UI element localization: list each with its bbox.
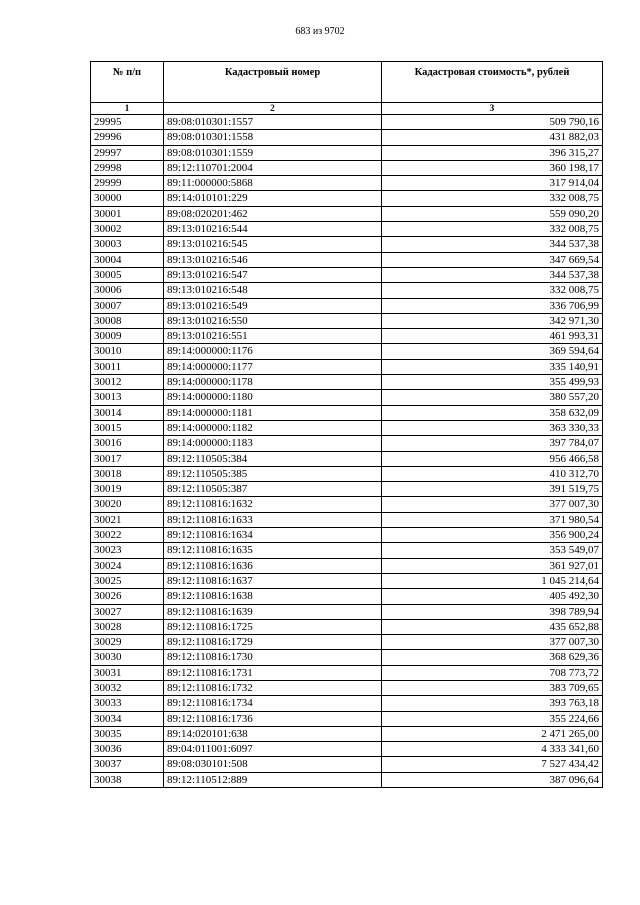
cadastral-value: 956 466,58 [382,451,603,466]
row-index: 30031 [91,665,164,680]
row-index: 30002 [91,222,164,237]
cadastral-value: 332 008,75 [382,222,603,237]
cadastral-number: 89:12:110701:2004 [164,160,382,175]
cadastral-value: 344 537,38 [382,237,603,252]
row-index: 30019 [91,482,164,497]
table-row [91,344,603,359]
cadastral-number: 89:12:110816:1638 [164,589,382,604]
row-index: 30036 [91,742,164,757]
header-cadastral-value: Кадастровая стоимость*, рублей [382,62,603,103]
table-row [91,512,603,527]
table-row [91,313,603,328]
cadastral-number: 89:14:020101:638 [164,726,382,741]
cadastral-value: 2 471 265,00 [382,726,603,741]
table-row [91,726,603,741]
table-row [91,650,603,665]
cadastral-number: 89:12:110816:1632 [164,497,382,512]
cadastral-number: 89:08:030101:508 [164,757,382,772]
table-row [91,130,603,145]
cadastral-value: 387 096,64 [382,772,603,787]
cadastral-value: 398 789,94 [382,604,603,619]
cadastral-number: 89:13:010216:544 [164,222,382,237]
cadastral-number: 89:14:000000:1180 [164,390,382,405]
table-row [91,543,603,558]
row-index: 30026 [91,589,164,604]
cadastral-value: 358 632,09 [382,405,603,420]
cadastral-number: 89:12:110816:1729 [164,635,382,650]
cadastral-value: 336 706,99 [382,298,603,313]
row-index: 30010 [91,344,164,359]
table-row [91,757,603,772]
table-row [91,711,603,726]
cadastral-number: 89:08:010301:1558 [164,130,382,145]
table-row [91,619,603,634]
cadastral-value: 377 007,30 [382,635,603,650]
table-row [91,420,603,435]
cadastral-value: 435 652,88 [382,619,603,634]
cadastral-number: 89:12:110505:387 [164,482,382,497]
table-row [91,252,603,267]
cadastral-number: 89:14:000000:1183 [164,436,382,451]
cadastral-value: 368 629,36 [382,650,603,665]
cadastral-number: 89:04:011001:6097 [164,742,382,757]
cadastral-number: 89:12:110816:1636 [164,558,382,573]
table-row [91,482,603,497]
row-index: 30027 [91,604,164,619]
row-index: 30035 [91,726,164,741]
cadastral-value: 393 763,18 [382,696,603,711]
row-index: 30030 [91,650,164,665]
column-index: 2 [164,103,382,115]
row-index: 29998 [91,160,164,175]
row-index: 30012 [91,375,164,390]
row-index: 29997 [91,145,164,160]
row-index: 30013 [91,390,164,405]
cadastral-number: 89:12:110505:384 [164,451,382,466]
cadastral-value: 369 594,64 [382,344,603,359]
cadastral-number: 89:12:110505:385 [164,466,382,481]
cadastral-value: 391 519,75 [382,482,603,497]
row-index: 29999 [91,176,164,191]
cadastral-value: 405 492,30 [382,589,603,604]
cadastral-value: 380 557,20 [382,390,603,405]
cadastral-value: 356 900,24 [382,528,603,543]
cadastral-number: 89:13:010216:551 [164,329,382,344]
row-index: 30038 [91,772,164,787]
cadastral-number: 89:14:000000:1178 [164,375,382,390]
cadastral-value: 360 198,17 [382,160,603,175]
row-index: 30023 [91,543,164,558]
table-row [91,451,603,466]
cadastral-value: 461 993,31 [382,329,603,344]
table-body [91,115,603,788]
row-index: 30032 [91,680,164,695]
cadastral-value: 7 527 434,42 [382,757,603,772]
row-index: 30015 [91,420,164,435]
table-row [91,191,603,206]
table-row [91,772,603,787]
table-row [91,497,603,512]
table-row [91,390,603,405]
cadastral-number: 89:12:110512:889 [164,772,382,787]
cadastral-value: 332 008,75 [382,191,603,206]
table-row [91,329,603,344]
row-index: 30005 [91,267,164,282]
column-index: 3 [382,103,603,115]
header-index: № п/п [91,62,164,103]
table-row [91,405,603,420]
cadastral-number: 89:14:000000:1176 [164,344,382,359]
cadastral-value: 347 669,54 [382,252,603,267]
row-index: 30025 [91,573,164,588]
cadastral-value: 335 140,91 [382,359,603,374]
cadastral-number: 89:08:020201:462 [164,206,382,221]
table-row [91,573,603,588]
cadastral-number: 89:14:000000:1182 [164,420,382,435]
cadastral-value: 353 549,07 [382,543,603,558]
row-index: 30037 [91,757,164,772]
table-row [91,176,603,191]
table-row [91,742,603,757]
cadastral-value: 355 499,93 [382,375,603,390]
row-index: 30011 [91,359,164,374]
header-row [91,62,603,103]
cadastral-number: 89:12:110816:1635 [164,543,382,558]
row-index: 29995 [91,115,164,130]
row-index: 30017 [91,451,164,466]
row-index: 30021 [91,512,164,527]
row-index: 30020 [91,497,164,512]
cadastral-number: 89:12:110816:1736 [164,711,382,726]
row-index: 30000 [91,191,164,206]
row-index: 30033 [91,696,164,711]
table-row [91,237,603,252]
row-index: 30006 [91,283,164,298]
cadastral-value: 559 090,20 [382,206,603,221]
table-row [91,206,603,221]
cadastral-number: 89:13:010216:550 [164,313,382,328]
cadastral-number: 89:12:110816:1731 [164,665,382,680]
column-index: 1 [91,103,164,115]
row-index: 30007 [91,298,164,313]
table-row [91,222,603,237]
table-row [91,298,603,313]
cadastral-value: 509 790,16 [382,115,603,130]
table-row [91,145,603,160]
table-row [91,696,603,711]
cadastral-value: 383 709,65 [382,680,603,695]
row-index: 30029 [91,635,164,650]
table-row [91,375,603,390]
row-index: 30014 [91,405,164,420]
cadastral-value: 371 980,54 [382,512,603,527]
row-index: 30024 [91,558,164,573]
cadastral-value: 342 971,30 [382,313,603,328]
cadastral-value: 4 333 341,60 [382,742,603,757]
cadastral-table [90,61,603,788]
cadastral-value: 397 784,07 [382,436,603,451]
table-row [91,665,603,680]
table-row [91,267,603,282]
cadastral-number: 89:12:110816:1732 [164,680,382,695]
cadastral-number: 89:12:110816:1637 [164,573,382,588]
cadastral-value: 708 773,72 [382,665,603,680]
row-index: 30009 [91,329,164,344]
table-row [91,115,603,130]
cadastral-number: 89:11:000000:5868 [164,176,382,191]
row-index: 30034 [91,711,164,726]
cadastral-value: 396 315,27 [382,145,603,160]
table-row [91,359,603,374]
row-index: 30028 [91,619,164,634]
cadastral-value: 363 330,33 [382,420,603,435]
cadastral-value: 317 914,04 [382,176,603,191]
row-index: 30016 [91,436,164,451]
cadastral-number: 89:08:010301:1557 [164,115,382,130]
table-row [91,528,603,543]
cadastral-number: 89:13:010216:547 [164,267,382,282]
cadastral-value: 332 008,75 [382,283,603,298]
page-indicator: 683 из 9702 [295,26,345,37]
cadastral-value: 355 224,66 [382,711,603,726]
row-index: 29996 [91,130,164,145]
table-row [91,604,603,619]
cadastral-number: 89:13:010216:548 [164,283,382,298]
cadastral-value: 377 007,30 [382,497,603,512]
row-index: 30018 [91,466,164,481]
table-row [91,283,603,298]
cadastral-number: 89:12:110816:1725 [164,619,382,634]
row-index: 30008 [91,313,164,328]
row-index: 30001 [91,206,164,221]
table-row [91,680,603,695]
cadastral-value: 410 312,70 [382,466,603,481]
cadastral-number: 89:12:110816:1730 [164,650,382,665]
cadastral-value: 344 537,38 [382,267,603,282]
header-cadastral-number: Кадастровый номер [164,62,382,103]
cadastral-number: 89:08:010301:1559 [164,145,382,160]
table-row [91,635,603,650]
cadastral-number: 89:12:110816:1734 [164,696,382,711]
cadastral-number: 89:13:010216:545 [164,237,382,252]
cadastral-value: 361 927,01 [382,558,603,573]
cadastral-number: 89:14:000000:1181 [164,405,382,420]
row-index: 30022 [91,528,164,543]
table-row [91,436,603,451]
cadastral-number: 89:12:110816:1639 [164,604,382,619]
column-index-row [91,103,603,115]
cadastral-number: 89:14:000000:1177 [164,359,382,374]
cadastral-number: 89:14:010101:229 [164,191,382,206]
cadastral-number: 89:13:010216:549 [164,298,382,313]
table-row [91,160,603,175]
cadastral-value: 1 045 214,64 [382,573,603,588]
table-row [91,558,603,573]
table-row [91,589,603,604]
cadastral-number: 89:12:110816:1633 [164,512,382,527]
row-index: 30003 [91,237,164,252]
row-index: 30004 [91,252,164,267]
cadastral-value: 431 882,03 [382,130,603,145]
cadastral-number: 89:13:010216:546 [164,252,382,267]
table-row [91,466,603,481]
cadastral-number: 89:12:110816:1634 [164,528,382,543]
